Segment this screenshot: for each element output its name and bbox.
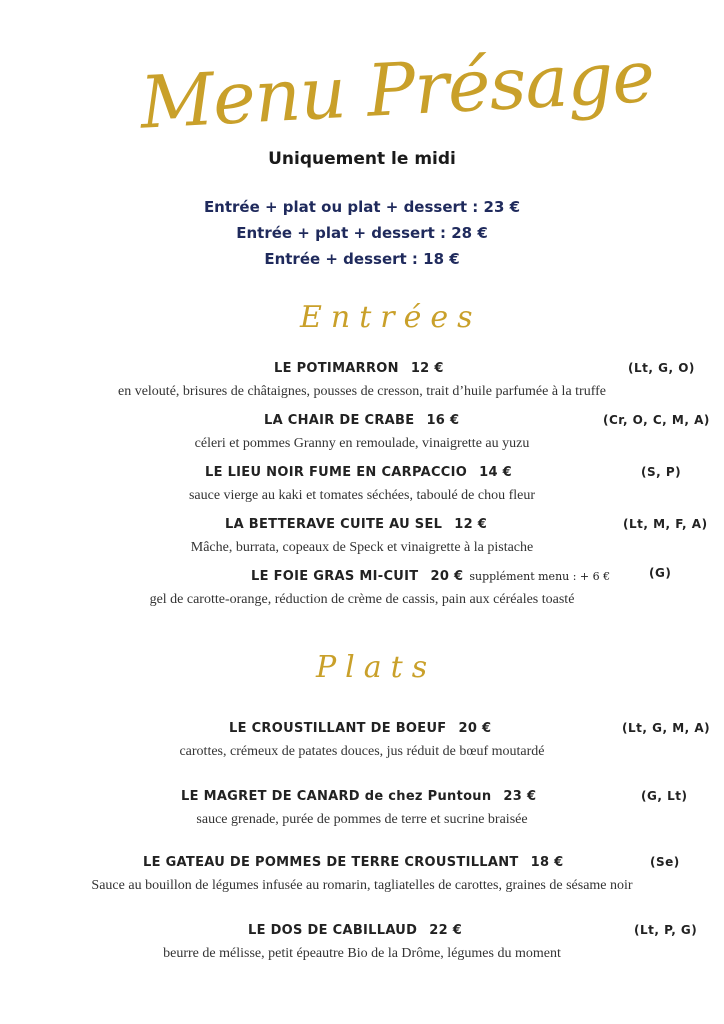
dish-name: LA CHAIR DE CRABE	[264, 413, 415, 428]
dish-price: 18 €	[530, 855, 564, 870]
dish-price: 22 €	[429, 923, 463, 938]
section-heading-entrees: Entrées	[300, 300, 482, 335]
menu-subtitle: Uniquement le midi	[268, 149, 456, 169]
dish-price: 14 €	[479, 465, 512, 480]
dish-title	[225, 517, 487, 532]
dish-title	[274, 361, 444, 376]
dish-title	[248, 923, 462, 938]
allergen-codes: (Lt, G, O)	[628, 361, 695, 375]
dish-price: 20 €	[430, 569, 464, 584]
dish-description: beurre de mélisse, petit épeautre Bio de la Drôme, légumes du moment	[163, 946, 561, 961]
dish-description: carottes, crémeux de patates douces, jus réduit de bœuf moutardé	[179, 744, 545, 759]
supplement-note: supplément menu : + 6 €	[469, 570, 611, 583]
dish-name: LE FOIE GRAS MI-CUIT	[251, 569, 419, 584]
formula-line: Entrée + dessert : 18 €	[264, 250, 460, 268]
allergen-codes: (Cr, O, C, M, A)	[603, 413, 710, 427]
formula-line: Entrée + plat + dessert : 28 €	[236, 224, 488, 242]
dish-title	[205, 465, 512, 480]
dish-description: Sauce au bouillon de légumes infusée au romarin, tagliatelles de carottes, graines de sésame noir	[91, 878, 633, 893]
dish-description: sauce vierge au kaki et tomates séchées, taboulé de chou fleur	[188, 488, 536, 503]
dish-name: LE MAGRET DE CANARD de chez Puntoun	[181, 789, 492, 804]
allergen-codes: (G)	[649, 566, 672, 580]
allergen-codes: (Se)	[650, 855, 680, 869]
dish-price: 23 €	[503, 789, 537, 804]
allergen-codes: (S, P)	[641, 465, 682, 479]
dish-price: 20 €	[458, 721, 492, 736]
allergen-codes: (Lt, G, M, A)	[622, 721, 711, 735]
section-heading-plats: Plats	[316, 650, 437, 685]
dish-name: LE POTIMARRON	[274, 361, 399, 376]
dish-title	[229, 721, 491, 736]
dish-description: gel de carotte-orange, réduction de crème de cassis, pain aux céréales toasté	[149, 592, 575, 607]
dish-name: LE LIEU NOIR FUME EN CARPACCIO	[205, 465, 468, 480]
dish-description: céleri et pommes Granny en remoulade, vinaigrette au yuzu	[194, 436, 530, 451]
dish-title	[251, 569, 610, 584]
dish-name: LA BETTERAVE CUITE AU SEL	[225, 517, 443, 532]
dish-description: Mâche, burrata, copeaux de Speck et vinaigrette à la pistache	[190, 540, 534, 555]
dish-description: sauce grenade, purée de pommes de terre et sucrine braisée	[196, 812, 528, 827]
menu-title: Menu Présage	[138, 33, 656, 145]
dish-price: 12 €	[410, 361, 444, 376]
dish-price: 16 €	[426, 413, 460, 428]
dish-name: LE CROUSTILLANT DE BOEUF	[229, 721, 447, 736]
dish-name: LE DOS DE CABILLAUD	[248, 923, 418, 938]
dish-title	[264, 413, 459, 428]
dish-name: LE GATEAU DE POMMES DE TERRE CROUSTILLANT	[143, 855, 519, 870]
allergen-codes: (Lt, M, F, A)	[623, 517, 708, 531]
dish-title	[181, 789, 536, 804]
dish-price: 12 €	[454, 517, 488, 532]
allergen-codes: (G, Lt)	[641, 789, 688, 803]
allergen-codes: (Lt, P, G)	[634, 923, 698, 937]
formula-line: Entrée + plat ou plat + dessert : 23 €	[203, 198, 521, 216]
dish-description: en velouté, brisures de châtaignes, pousses de cresson, trait d’huile parfumée à la truffe	[117, 384, 606, 399]
dish-title	[143, 855, 563, 870]
